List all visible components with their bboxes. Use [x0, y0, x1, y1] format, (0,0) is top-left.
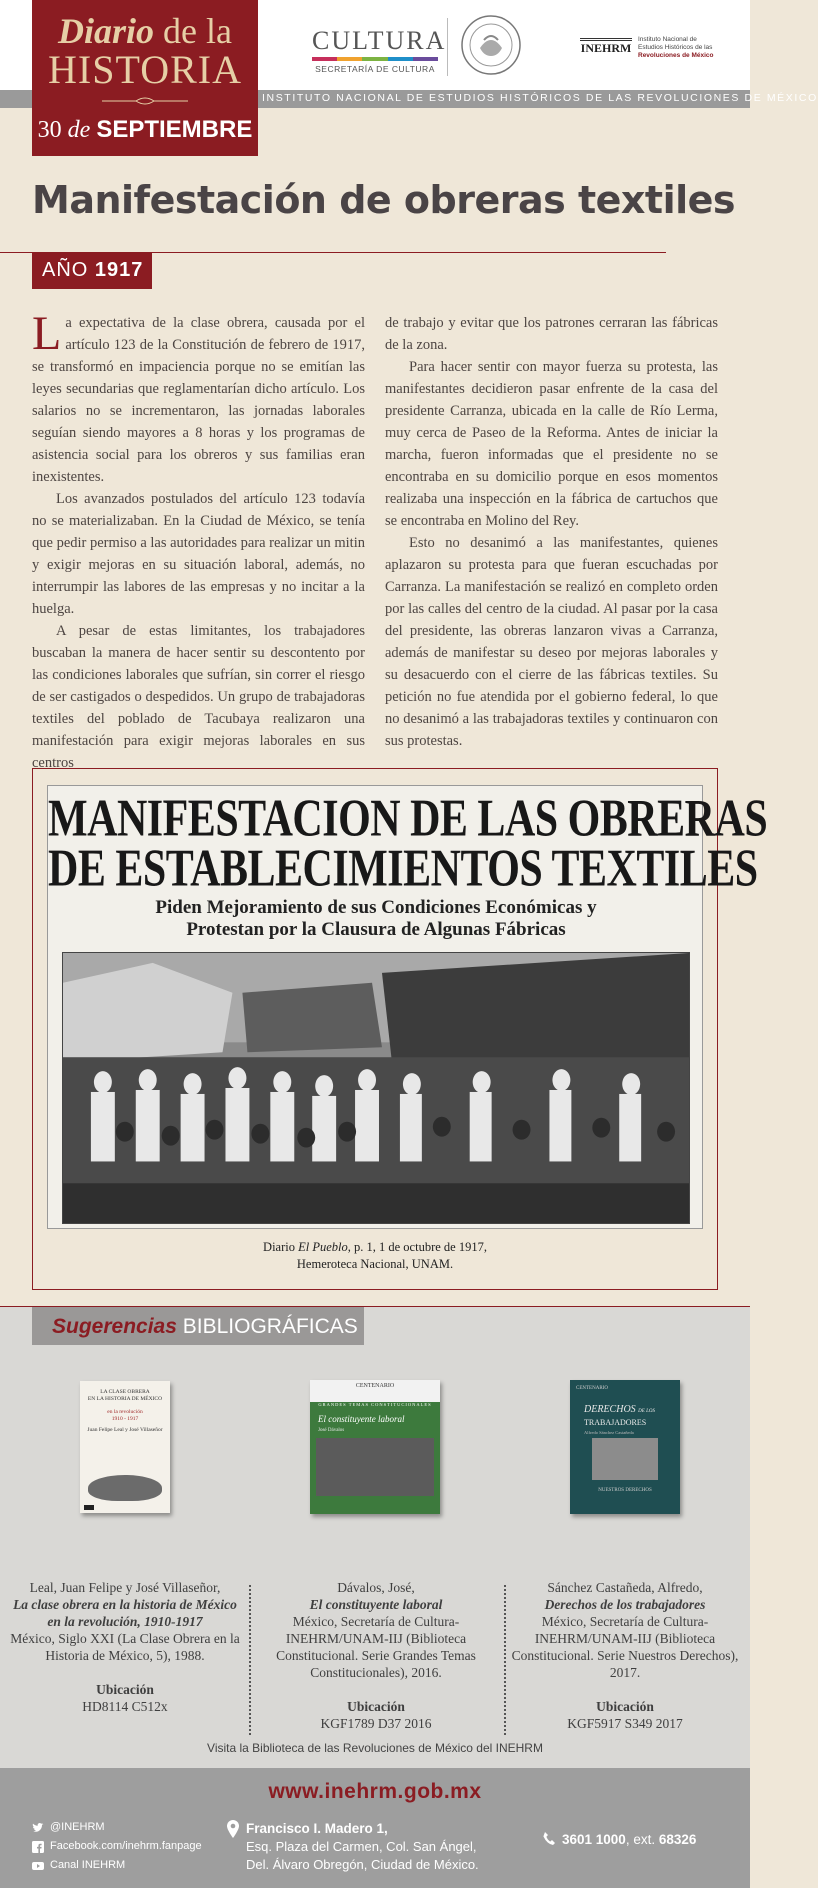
ornament-icon	[100, 96, 190, 106]
masthead-title-line2: HISTORIA	[48, 47, 242, 92]
inehrm-logo[interactable]	[580, 32, 730, 62]
protest-photo	[62, 952, 690, 1224]
clipping-frame	[32, 768, 768, 1290]
bibliography-section	[0, 1306, 750, 1768]
article-column-left	[32, 307, 365, 774]
youtube-icon	[32, 1860, 44, 1872]
masthead	[32, 0, 258, 156]
social-links	[32, 1818, 202, 1875]
address-block: Francisco I. Madero 1, Esq. Plaza del Carmen, Col. San Ángel, Del. Álvaro Obregón, Ciudad de México.	[246, 1820, 479, 1874]
paragraph: Los avanzados postulados del artículo 123 todavía no se materializaban. En la Ciudad de México, se tenía que pedir permiso a las autoridades para realizar un mitin y exigir mejoras en su situación laboral, además, no interrumpir las labores de las empresas y no incitar a la huelga.	[32, 491, 365, 617]
page-footer	[0, 1768, 750, 1888]
column-divider	[249, 1585, 251, 1735]
article-column-right	[385, 312, 718, 752]
cultura-wordmark: CULTURA	[312, 26, 447, 55]
book-entry-2: Dávalos, José, El constituyente laboral México, Secretaría de Cultura-INEHRM/UNAM-IIJ (Biblioteca Constitucional. Serie Grandes Temas Constitucionales), 2016. Ubicación KGF1789 D37 2016	[276, 1580, 476, 1731]
cultura-color-bars	[312, 57, 438, 61]
newspaper-clipping[interactable]	[47, 785, 768, 1229]
paragraph: La expectativa de la clase obrera, causada por el artículo 123 de la Constitución de febrero de 1917, se transformó en impaciencia porque no se emitían las leyes secundarias que reglamentarían dicho artículo. Los salarios no se incrementaron, las jornadas laborales seguían siendo mayores a 8 horas y los programas de asistencia social para los obreros y sus familias eran inexistentes.	[32, 307, 365, 485]
book-cover-2[interactable]: CENTENARIO GRANDES TEMAS CONSTITUCIONALES El constituyente laboral José Dávalos	[310, 1380, 440, 1514]
logo-divider	[447, 18, 448, 76]
clipping-caption: Diario El Pueblo, p. 1, 1 de octubre de 1917, Hemeroteca Nacional, UNAM.	[263, 1240, 487, 1271]
bibliography-heading: Sugerencias BIBLIOGRÁFICAS	[32, 1307, 364, 1345]
cultura-subtitle: SECRETARÍA DE CULTURA	[315, 64, 435, 74]
national-seal-icon	[460, 14, 522, 76]
institute-name: INSTITUTO NACIONAL DE ESTUDIOS HISTÓRICOS DE LAS REVOLUCIONES DE MÉXICO	[262, 92, 818, 104]
facebook-icon	[32, 1841, 44, 1853]
paragraph-continued: de trabajo y evitar que los patrones cerraran las fábricas de la zona.	[385, 315, 718, 353]
phone-contact[interactable]: 3601 1000, ext. 68326	[562, 1832, 696, 1847]
twitter-icon	[32, 1822, 44, 1834]
paragraph: Esto no desanimó a las manifestantes, quienes aplazaron su protesta para que fueran escuchadas por Carranza. La manifestación se realizó en completo orden por las calles del centro de la ciudad. Al pasar por la casa del presidente, las obreras lanzaron vivas a Carranza, además de manifestar su deseo por mejoras laborales y su desacuerdo con el cierre de las fábricas textiles. Su petición no fue atendida por el gobierno federal, lo que no desanimó a las trabajadoras textiles y continuaron con sus protestas.	[385, 535, 718, 749]
paragraph: A pesar de estas limitantes, los trabajadores buscaban la manera de hacer sentir su descontento por las condiciones laborales que sufrían, sin correr el riesgo de ser castigados o despedidos. Un grupo de trabajadoras textiles del poblado de Tacubaya realizaron una manifestación para exigir mejoras laborales en sus centros	[32, 623, 365, 771]
book-entry-3: Sánchez Castañeda, Alfredo, Derechos de los trabajadores México, Secretaría de Cultura-INEHRM/UNAM-IIJ (Biblioteca Constitucional. Serie Nuestros Derechos), 2017. Ubicación KGF5917 S349 2017	[511, 1580, 739, 1731]
masthead-title-rest: de la	[163, 11, 232, 51]
phone-icon	[542, 1831, 556, 1847]
book-entry-1: Leal, Juan Felipe y José Villaseñor, La clase obrera en la historia de México en la revolución, 1910-1917 México, Siglo XXI (La Clase Obrera en la Historia de México, 5), 1988. Ubicación HD8114 C512x	[10, 1580, 240, 1714]
facebook-link[interactable]: Facebook.com/inehrm.fanpage	[32, 1837, 202, 1856]
clipping-headline-1: MANIFESTACION DE LAS OBRERAS	[48, 790, 768, 848]
article-title: Manifestación de obreras textiles	[32, 178, 736, 222]
cultura-logo[interactable]	[312, 26, 447, 74]
book-cover-3[interactable]: CENTENARIO DERECHOS DE LOS TRABAJADORES Alfredo Sánchez Castañeda NUESTROS DERECHOS	[570, 1380, 680, 1514]
masthead-title-italic: Diario	[58, 11, 155, 51]
masthead-date: 30 de SEPTIEMBRE	[37, 116, 253, 143]
clipping-headline-2: DE ESTABLECIMIENTOS TEXTILES	[48, 840, 758, 898]
inehrm-fullname: Instituto Nacional de Estudios Históricos de las Revoluciones de México	[638, 36, 714, 59]
website-link[interactable]: www.inehrm.gob.mx	[268, 1780, 482, 1803]
book-cover-1[interactable]: LA CLASE OBRERA EN LA HISTORIA DE MÉXICO en la revolución 1910 - 1917 Juan Felipe Leal y José Villaseñor	[80, 1381, 170, 1513]
location-pin-icon	[226, 1820, 240, 1838]
clipping-subhead-2: Protestan por la Clausura de Algunas Fábricas	[186, 919, 566, 940]
year-badge: AÑO 1917	[32, 253, 152, 289]
clipping-subhead-1: Piden Mejoramiento de sus Condiciones Económicas y	[155, 897, 597, 918]
youtube-link[interactable]: Canal INEHRM	[32, 1856, 202, 1875]
paragraph: Para hacer sentir con mayor fuerza su protesta, las manifestantes decidieron pasar enfrente de la casa del presidente Carranza, ubicada en la calle de Río Lerma, muy cerca de Paseo de la Reforma. Antes de iniciar la marcha, fueron informadas que el presidente no se encontraba en su domicilio porque en esos momentos realizaba una inspección en la fábrica de cartuchos que se encontraba en Molino del Rey.	[385, 359, 718, 529]
inehrm-abbr: INEHRM	[580, 38, 632, 58]
drop-cap: L	[32, 307, 62, 360]
twitter-link[interactable]: @INEHRM	[32, 1818, 202, 1837]
library-visit-note: Visita la Biblioteca de las Revoluciones de México del INEHRM	[207, 1741, 543, 1755]
